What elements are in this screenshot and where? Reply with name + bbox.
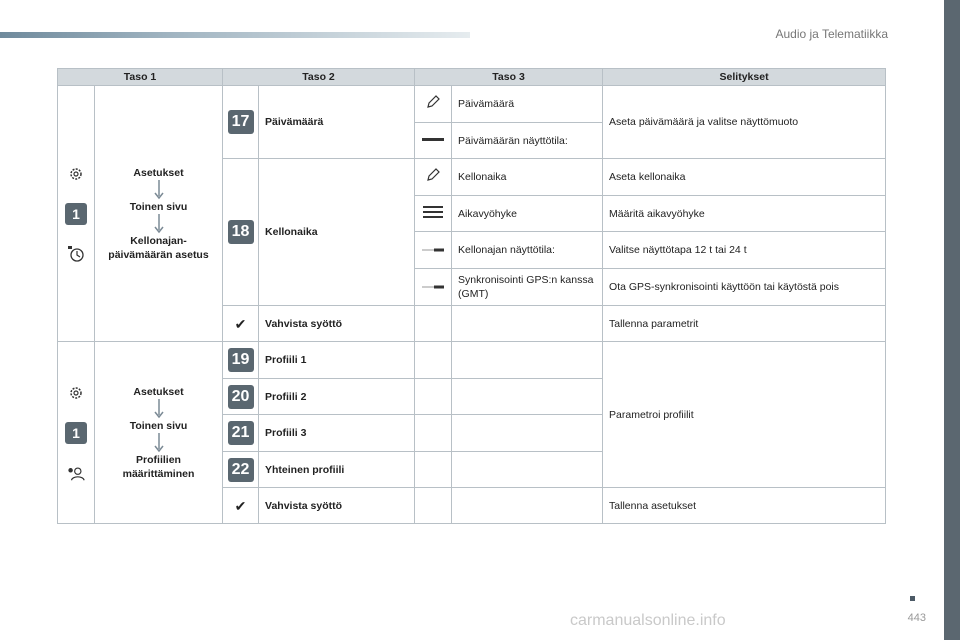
bar-icon (422, 136, 444, 144)
page-number: 443 (907, 612, 926, 624)
level2-label: Vahvista syöttö (259, 306, 415, 342)
level1-menu (95, 342, 223, 524)
pencil-icon (425, 167, 441, 183)
step-badge: 20 (228, 385, 254, 409)
header-accent-bar (0, 32, 470, 38)
menu-profiles: Profiilien määrittäminen (122, 453, 195, 480)
badge-cell (223, 159, 259, 306)
icon-cell (415, 232, 452, 269)
level1-menu (95, 86, 223, 342)
step-badge: 18 (228, 220, 254, 244)
list-icon (423, 205, 443, 219)
step-badge: 1 (65, 203, 87, 225)
arrow-down-icon (154, 180, 164, 200)
header-description: Selitykset (603, 69, 886, 86)
checkmark-icon: ✔ (223, 306, 259, 342)
checkmark-icon: ✔ (223, 488, 259, 524)
level3-label: Päivämäärä (452, 86, 603, 123)
menu-settings: Asetukset (133, 166, 184, 179)
menu-datetime: Kellonajan-päivämäärän asetus (108, 234, 209, 261)
level3-label: Kellonaika (452, 159, 603, 196)
description: Aseta kellonaika (603, 159, 886, 196)
level2-label: Päivämäärä (259, 86, 415, 159)
clock-icon (67, 245, 85, 263)
pencil-icon (425, 94, 441, 110)
level2-label: Yhteinen profiili (259, 452, 415, 488)
level2-label: Profiili 2 (259, 379, 415, 415)
level3-label: Päivämäärän näyttötila: (452, 123, 603, 159)
icon-cell (415, 159, 452, 196)
arrow-down-icon (154, 433, 164, 453)
arrow-down-icon (154, 399, 164, 419)
toggle-icon (422, 284, 444, 290)
icon-cell (415, 86, 452, 123)
step-badge: 19 (228, 348, 254, 372)
badge-cell (223, 342, 259, 379)
description: Tallenna asetukset (603, 488, 886, 524)
page-marker (910, 596, 915, 601)
header-level3: Taso 3 (415, 69, 603, 86)
badge-cell (223, 452, 259, 488)
description: Ota GPS-synkronisointi käyttöön tai käytöstä pois (603, 269, 886, 306)
badge-cell (223, 379, 259, 415)
icon-cell (415, 269, 452, 306)
menu-second-page: Toinen sivu (129, 200, 188, 213)
level1-icons (58, 342, 95, 524)
description: Määritä aikavyöhyke (603, 196, 886, 232)
level3-label: Synkronisointi GPS:n kanssa (GMT) (452, 269, 603, 306)
step-badge: 1 (65, 422, 87, 444)
table-row (58, 86, 886, 123)
header-level2: Taso 2 (223, 69, 415, 86)
icon-cell (415, 123, 452, 159)
table-header-row (58, 69, 886, 86)
settings-table (57, 68, 886, 524)
menu-second-page: Toinen sivu (129, 419, 188, 432)
gear-icon (67, 165, 85, 183)
badge-cell (223, 415, 259, 452)
level2-label: Profiili 3 (259, 415, 415, 452)
menu-settings: Asetukset (133, 385, 184, 398)
gear-icon (67, 384, 85, 402)
description: Aseta päivämäärä ja valitse näyttömuoto (603, 86, 886, 159)
step-badge: 22 (228, 458, 254, 482)
level2-label: Profiili 1 (259, 342, 415, 379)
toggle-icon (422, 247, 444, 253)
right-sidebar (944, 0, 960, 640)
level3-label: Aikavyöhyke (452, 196, 603, 232)
badge-cell (223, 86, 259, 159)
description: Tallenna parametrit (603, 306, 886, 342)
header-level1: Taso 1 (58, 69, 223, 86)
profile-icon (67, 464, 85, 482)
table-row (58, 342, 886, 379)
section-title: Audio ja Telematiikka (775, 27, 888, 41)
level3-label: Kellonajan näyttötila: (452, 232, 603, 269)
level2-label: Vahvista syöttö (259, 488, 415, 524)
description: Valitse näyttötapa 12 t tai 24 t (603, 232, 886, 269)
watermark: carmanualsonline.info (570, 612, 726, 629)
description: Parametroi profiilit (603, 342, 886, 488)
level2-label: Kellonaika (259, 159, 415, 306)
arrow-down-icon (154, 214, 164, 234)
level1-icons (58, 86, 95, 342)
step-badge: 21 (228, 421, 254, 445)
step-badge: 17 (228, 110, 254, 134)
icon-cell (415, 196, 452, 232)
